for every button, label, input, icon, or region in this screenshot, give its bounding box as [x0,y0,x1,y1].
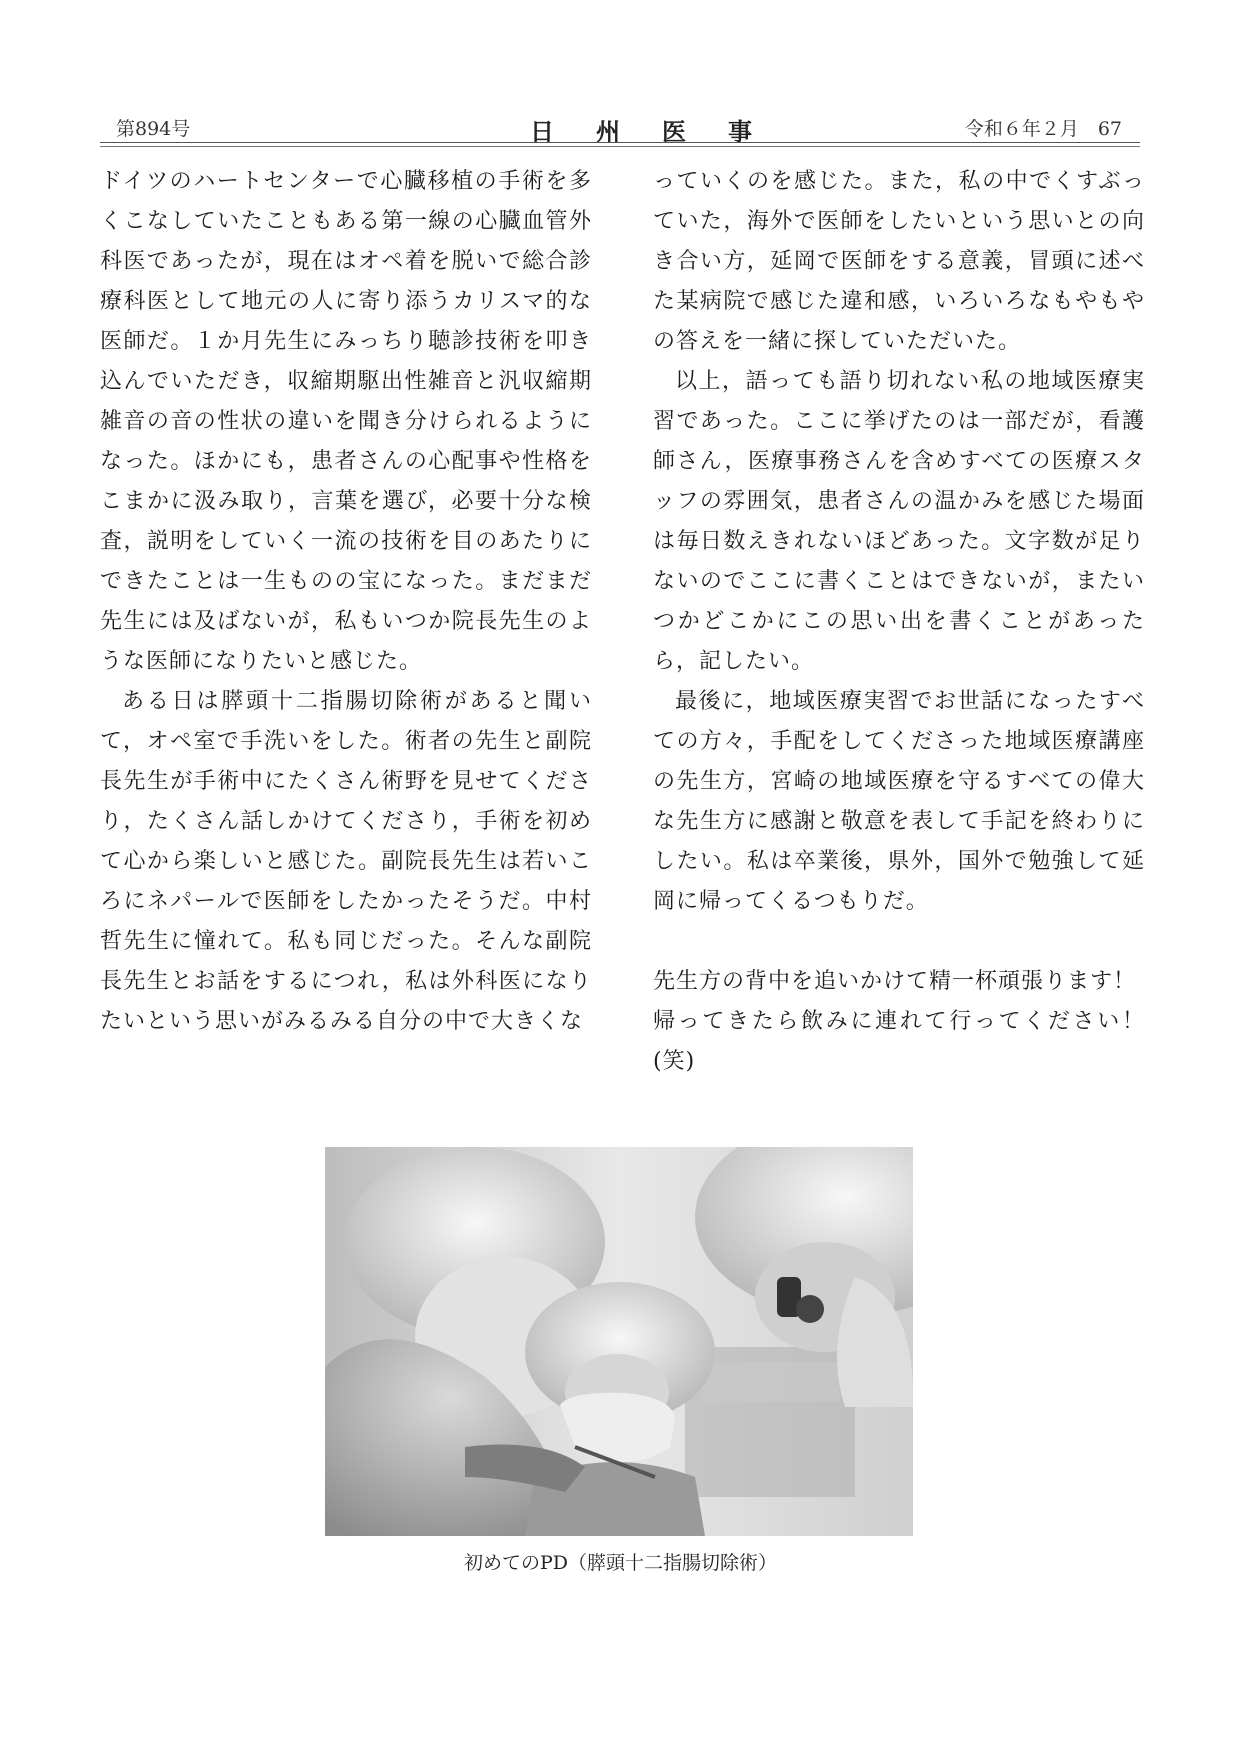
left-paragraph-2: ある日は膵頭十二指腸切除術があると聞いて，オペ室で手洗いをした。術者の先生と副院長先生が手術中にたくさん術野を見せてくださり，たくさん話しかけてくださり，手術を初めて心から楽しいと感じた。副院長先生は若いころにネパールで医師をしたかったそうだ。中村哲先生に憧れて。私も同じだった。そんな副院長先生とお話をするにつれ，私は外科医になりたいという思いがみるみる自分の中で大きくな [100,689,592,1034]
surgery-photo-illustration [325,1147,913,1536]
photo-caption: 初めてのPD（膵頭十二指腸切除術） [463,1552,778,1574]
issue-date-page: 令和６年２月 67 [964,118,1122,140]
right-paragraph-2: 以上，語っても語り切れない私の地域医療実習であった。ここに挙げたのは一部だが，看護師さん，医療事務さんを含めすべての医療スタッフの雰囲気，患者さんの温かみを感じた場面は毎日数えきれないほどあった。文字数が足りないのでここに書くことはできないが，またいつかどこかにこの思い出を書くことがあったら，記したい。 [653,369,1145,674]
paragraph-gap [653,922,1145,962]
journal-title: 日州医事 [530,118,794,146]
left-column [100,162,592,1042]
right-paragraph-3: 最後に，地域医療実習でお世話になったすべての方々，手配をしてくださった地域医療講座の先生方，宮崎の地域医療を守るすべての偉大な先生方に感謝と敬意を表して手記を終わりにしたい。私は卒業後，県外，国外で勉強して延岡に帰ってくるつもりだ。 [653,689,1145,914]
header-rule-bottom [100,146,1140,147]
left-paragraph-1: ドイツのハートセンターで心臓移植の手術を多くこなしていたこともある第一線の心臓血管外科医であったが，現在はオペ着を脱いで総合診療科医として地元の人に寄り添うカリスマ的な医師だ。１か月先生にみっちり聴診技術を叩き込んでいただき，収縮期駆出性雑音と汎収縮期雑音の音の性状の違いを聞き分けられるようになった。ほかにも，患者さんの心配事や性格をこまかに汲み取り，言葉を選び，必要十分な検査，説明をしていく一流の技術を目のあたりにできたことは一生ものの宝になった。まだまだ先生には及ばないが，私もいつか院長先生のような医師になりたいと感じた。 [100,169,592,674]
surgery-photo [325,1147,913,1536]
closing-line-1: 先生方の背中を追いかけて精一杯頑張ります！ [653,969,1137,994]
issue-number: 第894号 [116,118,191,140]
right-paragraph-1: っていくのを感じた。また，私の中でくすぶっていた，海外で医師をしたいという思いとの向き合い方，延岡で医師をする意義，冒頭に述べた某病院で感じた違和感，いろいろなもやもやの答えを一緒に探していただいた。 [653,169,1145,354]
header-rule-top [100,142,1140,143]
closing-line-2: 帰ってきたら飲みに連れて行ってください！(笑) [653,1009,1145,1074]
page-header [100,112,1140,146]
right-column [653,162,1145,1082]
